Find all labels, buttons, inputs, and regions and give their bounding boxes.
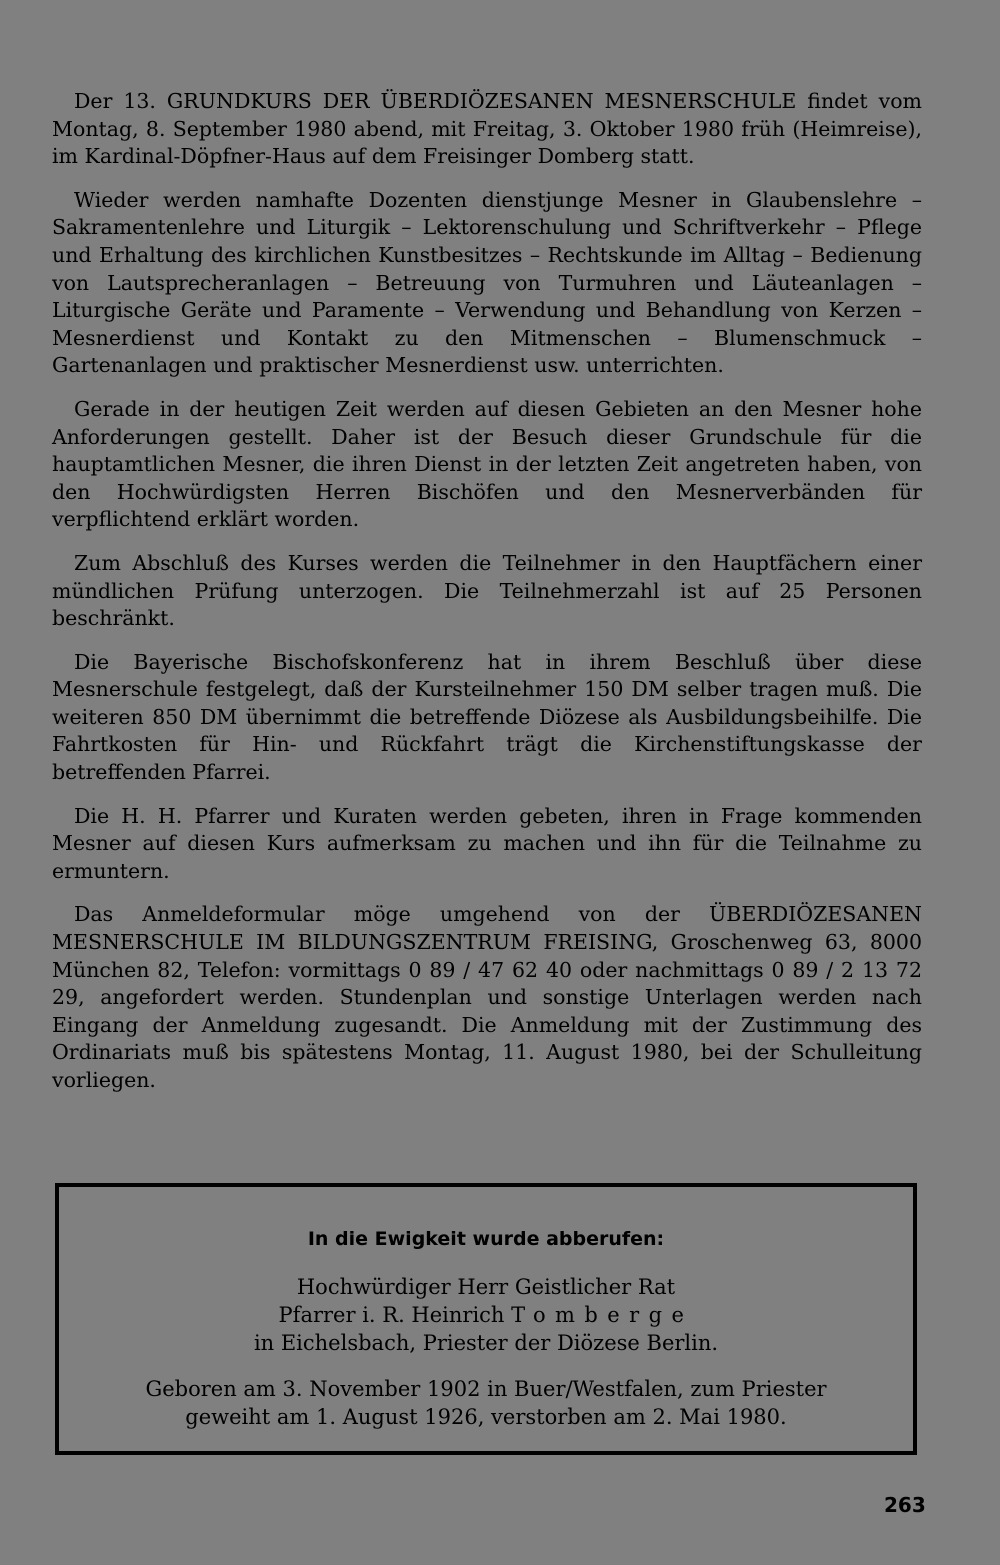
paragraph-request: Die H. H. Pfarrer und Kuraten werden gebeten, ihren in Frage kommenden Mesner auf diesen Kurs aufmerksam zu machen und ihn für die Teilnahme zu ermuntern.	[52, 803, 922, 883]
obituary-name-line	[59, 1301, 913, 1329]
paragraph-subjects: Wieder werden namhafte Dozenten dienstjunge Mesner in Glaubenslehre – Sakramentenlehre und Liturgik – Lektorenschulung und Schriftverkehr – Pflege und Erhaltung des kirchlichen Kunstbesitzes – Rechtskunde im Alltag – Bedienung von Lautsprecheranlagen – Betreuung von Turmuhren und Läuteanlagen – Liturgische Geräte und Paramente – Verwendung und Behandlung von Kerzen – Mesnerdienst und Kontakt zu den Mitmenschen – Blumenschmuck – Gartenanlagen und praktischer Mesnerdienst usw. unterrichten.	[52, 187, 922, 378]
article-body	[52, 88, 922, 1111]
obituary-surname: Tomberge	[511, 1303, 694, 1327]
paragraph-exam: Zum Abschluß des Kurses werden die Teilnehmer in den Hauptfächern einer mündlichen Prüfung unterzogen. Die Teilnehmerzahl ist auf 25 Personen beschränkt.	[52, 550, 922, 631]
paragraph-requirements: Gerade in der heutigen Zeit werden auf diesen Gebieten an den Mesner hohe Anforderungen gestellt. Daher ist der Besuch dieser Grundschule für die hauptamtlichen Mesner, die ihren Dienst in der letzten Zeit angetreten haben, von den Hochwürdigsten Herren Bischöfen und den Mesnerverbänden für verpflichtend erklärt worden.	[52, 396, 922, 532]
paragraph-costs: Die Bayerische Bischofskonferenz hat in ihrem Beschluß über diese Mesnerschule festgelegt, daß der Kursteilnehmer 150 DM selber tragen muß. Die weiteren 850 DM übernimmt die betreffende Diözese als Ausbildungsbeihilfe. Die Fahrtkosten für Hin- und Rückfahrt trägt die Kirchenstiftungskasse der betreffenden Pfarrei.	[52, 649, 922, 785]
obituary-name-prefix: Pfarrer i. R. Heinrich	[278, 1303, 512, 1327]
page-number: 263	[884, 1493, 926, 1517]
obituary-title-line: Hochwürdiger Herr Geistlicher Rat	[296, 1275, 676, 1299]
paragraph-course-announcement: Der 13. GRUNDKURS DER ÜBERDIÖZESANEN MESNERSCHULE findet vom Montag, 8. September 1980 abend, mit Freitag, 3. Oktober 1980 früh (Heimreise), im Kardinal-Döpfner-Haus auf dem Freisinger Domberg statt.	[52, 89, 922, 169]
obituary-dates-line-2: geweiht am 1. August 1926, verstorben am 2. Mai 1980.	[185, 1405, 787, 1429]
obituary-dates-line-1: Geboren am 3. November 1902 in Buer/Westfalen, zum Priester	[145, 1377, 827, 1401]
obituary-place-line: in Eichelsbach, Priester der Diözese Berlin.	[253, 1331, 719, 1355]
obituary-heading: In die Ewigkeit wurde abberufen:	[307, 1228, 665, 1250]
paragraph-registration: Das Anmeldeformular möge umgehend von der ÜBERDIÖZESANEN MESNERSCHULE IM BILDUNGSZENTRUM FREISING, Groschenweg 63, 8000 München 82, Telefon: vormittags 0 89 / 47 62 40 oder nachmittags 0 89 / 2 13 72 29, angefordert werden. Stundenplan und sonstige Unterlagen werden nach Eingang der Anmeldung zugesandt. Die Anmeldung mit der Zustimmung des Ordinariats muß bis spätestens Montag, 11. August 1980, bei der Schulleitung vorliegen.	[52, 902, 922, 1092]
obituary-notice-box	[55, 1183, 917, 1455]
